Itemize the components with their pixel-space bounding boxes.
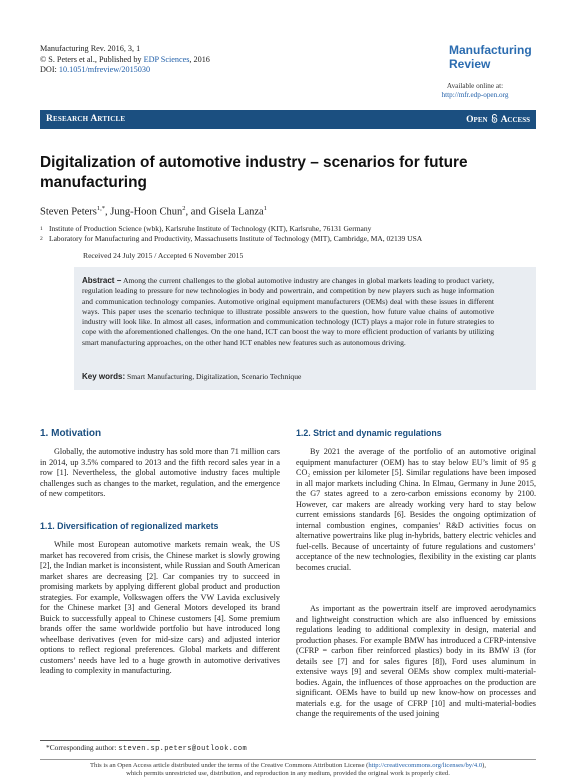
- open-lock-icon: [491, 114, 498, 125]
- affiliation-1: 1 Institute of Production Science (wbk), Karlsruhe Institute of Technology (KIT), Karlsruhe, 76131 Germany: [40, 224, 372, 233]
- section-heading-motivation: 1. Motivation: [40, 428, 102, 439]
- paragraph-regulations-1: By 2021 the average of the portfolio of an automotive original equipment manufacturer (OEM) has to stay below EU’s limit of 95 g CO₂ emission per kilometer [5]. Similar regulations have been imposed in all major markets including China. In Elmau, Germany in June 2015, the G7 states agreed to a zero-carbon emissions economy by 2100. However, car makers are already working very hard to stay below current emissions standards [6]. Besides the ongoing optimization of internal combustion engines, companies’ R&D activities focus on alternative powertrains like plug in-hybrids, battery electric vehicles and fuel-cells. Because of uncertainty of future regulations and customers’ acceptance of the new technologies, flexibility in the existing car plants becomes crucial.: [296, 447, 536, 572]
- available-online: Available online at: http://mfr.edp-open.org: [420, 82, 530, 100]
- author-1: Steven Peters: [40, 206, 97, 218]
- abstract-label: Abstract –: [82, 276, 122, 285]
- article-type-label: Research Article: [46, 114, 126, 124]
- received-dates: Received 24 July 2015 / Accepted 6 November 2015: [83, 251, 244, 260]
- journal-metadata: [40, 44, 210, 76]
- author-3: Gisela Lanza: [208, 206, 264, 218]
- abstract-text: Among the current challenges to the global automotive industry are changes in global markets leading to product variety, regulation leading to pressure for new technologies in body and powertrain, and competition by new players such as huge information and communication technology companies. Automotive original equipment manufacturers (OEMs) deal with these issues in different ways. This paper uses the scenario technique to illustrate possible answers to the question, how future value chains of automotive industry will look like. In almost all cases, information and communication technology (ICT) plays a major role in future strategies to cope with the aforementioned challenges. On the one hand, ICT can boost the way to more efficient production of variants by utilizing smart manufacturing approaches, on the other hand ICT enables new features such as autonomous driving.: [82, 276, 495, 347]
- copyright-line: © S. Peters et al., Published by EDP Sciences, 2016: [40, 54, 210, 64]
- license-link[interactable]: http://creativecommons.org/licenses/by/4.0: [368, 762, 483, 769]
- citation: Manufacturing Rev. 2016, 3, 1: [40, 44, 141, 53]
- paragraph-diversification: While most European automotive markets remain weak, the US market has recovered from crisis, the Chinese market is slowly growing [2], the Indian market is inconsistent, while Russian and South American market shares are decreasing [2]. Car companies try to succeed in promising markets by applying different global product and production strategies. For example, Volkswagen offers the VW Lavida exclusively for the Chinese market [3] and General Motors developed its brand Buick to successfully appeal to Chinese customers [4]. Some premium brands offer the same worldwide portfolio but have introduced long wheelbase derivatives (even for mid-size cars) and adjusted interior options to reflect regional preferences. Global markets and different customers’ needs have led to a huge growth in automotive derivatives leading to complexity in manufacturing.: [40, 540, 280, 675]
- journal-brand-logo: Manufacturing Review: [449, 43, 532, 71]
- section-heading-diversification: 1.1. Diversification of regionalized markets: [40, 521, 219, 531]
- license-footer: This is an Open Access article distributed under the terms of the Creative Commons Attribution License (http://creativecommons.org/licenses/by/4.0), which permits unrestricted use, distribution, and reproduction in any medium, provided the original work is properly cited.: [90, 762, 486, 778]
- doi-line: DOI: 10.1051/mfreview/2015030: [40, 65, 151, 74]
- section-heading-regulations: 1.2. Strict and dynamic regulations: [296, 428, 442, 438]
- footnote-divider: [40, 740, 160, 741]
- author-list: Steven Peters$^{1,*}$, Jung-Hoon Chun$^2$, and Gisela Lanza$^1$: [40, 205, 267, 218]
- keywords-label: Key words:: [82, 372, 126, 381]
- abstract: [82, 276, 494, 348]
- author-2: Jung-Hoon Chun: [110, 206, 183, 218]
- journal-url-link[interactable]: http://mfr.edp-open.org: [441, 91, 509, 99]
- corresponding-author-footnote: *Corresponding author: steven.sp.peters@outlook.com: [46, 743, 248, 753]
- doi-link[interactable]: 10.1051/mfreview/2015030: [58, 65, 151, 74]
- article-type-banner: [40, 110, 536, 129]
- paragraph-motivation: Globally, the automotive industry has sold more than 71 million cars in 2014, up 3.5% compared to 2013 and the fifth record sales year in a row [1]. Nevertheless, the global automotive industry faces multiple challenges such as changes to the market, regulation, and the emergence of new competitors.: [40, 447, 280, 498]
- publisher-link[interactable]: EDP Sciences: [143, 54, 190, 64]
- paragraph-regulations-2: As important as the powertrain itself are improved aerodynamics and lightweight construction which are also influenced by emissions regulations leading to additional complexity in design, material and production phases. For example BMW has introduced a CFRP-intensive (CFRP = carbon fiber reinforced plastics) body in its BMW i3 (for details see [7] and for sales figures [8]), Ford uses aluminum in extensive ways [9] and several OEMs show complex multi-material-bodies. Again, the influences of those approaches on the production are significant. OEMs have to build up new know-how on processes and materials e.g. for the usage of CFRP [10] and multi-material-bodies change the requirements of the used joining: [296, 604, 536, 718]
- author-email[interactable]: steven.sp.peters@outlook.com: [118, 745, 248, 753]
- affiliation-2: 2 Laboratory for Manufacturing and Productivity, Massachusetts Institute of Technology (MIT), Cambridge, MA, 02139 USA: [40, 234, 423, 243]
- open-access-label: Open Access: [466, 114, 530, 125]
- affiliations: [40, 224, 422, 244]
- paper-title: Digitalization of automotive industry – scenarios for future manufacturing: [40, 154, 468, 191]
- footer-divider: [40, 759, 536, 760]
- keywords: Key words: Smart Manufacturing, Digitalization, Scenario Technique: [82, 372, 302, 381]
